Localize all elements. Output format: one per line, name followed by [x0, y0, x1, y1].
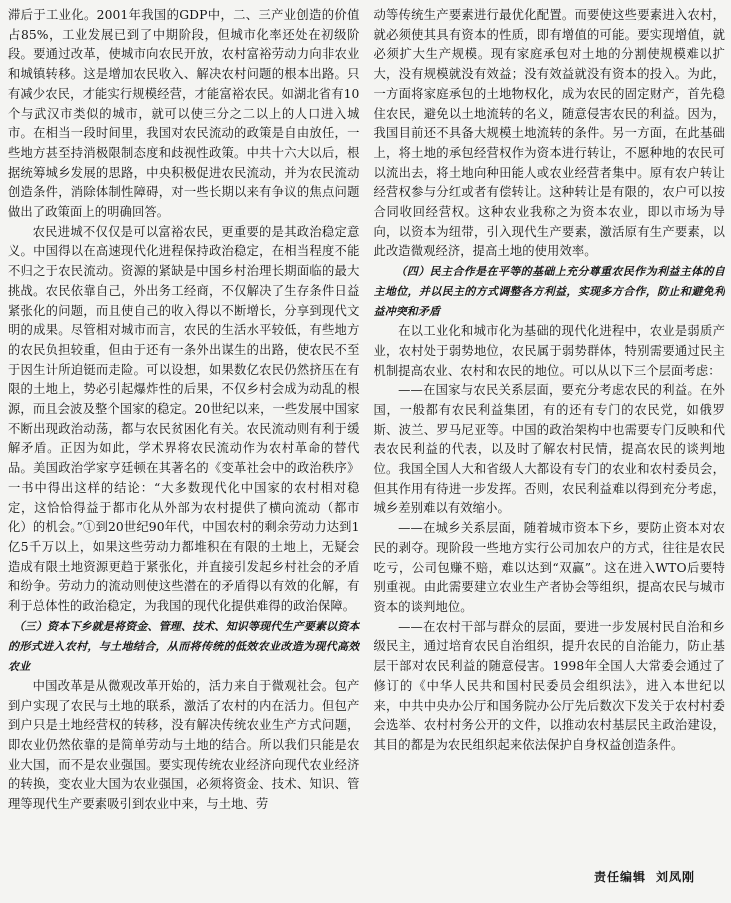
paragraph: ——在城乡关系层面，随着城市资本下乡，要防止资本对农民的剥夺。现阶段一些地方实行公司加农户的方式，往往是农民吃亏，公司包赚不赔，难以达到“双赢”。这在进入WTO后要特别重视。由此需要建立农业生产者协会等组织，提高农民与城市资本的谈判地位。: [373, 521, 725, 614]
paragraph: ——在农村干部与群众的层面，要进一步发展村民自治和乡级民主，通过培育农民自治组织，提升农民的自治能力，防止基层干部对农民利益的随意侵害。1998年全国人大常委会通过了修订的《中华人民共和国村民委员会组织法》，进入本世纪以来，中共中央办公厅和国务院办公厅先后数次下发关于农村村委会选举、农村村务公开的文件，以推动农村基层民主政治建设，其目的都是为农民组织起来依法保护自身权益创造条件。: [373, 619, 725, 752]
paragraph: 动等传统生产要素进行最优化配置。而要使这些要素进入农村，就必须使其具有资本的性质，即有增值的可能。要实现增值，就必须扩大生产规模。现有家庭承包对土地的分割使规模难以扩大，没有规模就没有效益；没有效益就没有资本的投入。为此，一方面将家庭承包的土地物权化，成为农民的固定财产，首先稳住农民，避免以土地流转的名义，随意侵害农民的利益。因为，我国目前还不具备大规模土地流转的条件。另一方面，在此基础上，将土地的承包经营权作为资本进行转让，不愿种地的农民可以流出去，将土地向种田能人或农业经营者集中。原有农户转让经营权参与分红或者有偿转让。这种转让是有限的，农户可以按合同收回经营权。这种农业我称之为资本农业，即以市场为导向，以资本为纽带，引入现代生产要素，激活原有生产要素，以此改造微观经济，提高土地的使用效率。: [373, 8, 725, 259]
section-heading: （三）资本下乡就是将资金、管理、技术、知识等现代生产要素以资本的形式进入农村，与土地结合，从而将传统的低效农业改造为现代高效农业: [8, 619, 360, 673]
editor-label: 责任编辑: [593, 870, 646, 884]
editor-name: 刘凤刚: [655, 870, 695, 884]
paragraph: 农民进城不仅仅是可以富裕农民，更重要的是其政治稳定意义。中国得以在高速现代化进程保持政治稳定，在相当程度不能不归之于农民流动。资源的紧缺是中国乡村治理长期面临的最大挑战。农民依靠自己，外出务工经商，不仅解决了生存条件日益紧张化的问题，而且使自己的收入得以不断增长，分享到现代文明的成果。尽管相对城市而言，农民的生活水平较低，有些地方的农民负担较重，但由于还有一条外出谋生的出路，使农民不至于因生计所迫铤而走险。可以设想，如果数亿农民仍然挤压在有限的土地上，势必引起爆炸性的后果，不仅乡村会成为动乱的根源，而且会波及整个国家的稳定。20世纪以来，一些发展中国家不断出现政治动荡，都与农民贫困化有关。农民流动则有利于缓解矛盾。正因为如此，学术界将农民流动作为农村革命的替代品。美国政治学家亨廷顿在其著名的《变革社会中的政治秩序》一书中得出这样的结论：“大多数现代化中国家的农村相对稳定，这恰恰得益于都市化从外部为农村提供了横向流动（都市化）的机会。”①到20世纪90年代，中国农村的剩余劳动力达到1亿5千万以上，如果这些劳动力都堆积在有限的土地上，无疑会造成有限土地资源更趋于紧张化，并直接引发起乡村社会的矛盾和纷争。劳动力的流动则使这些潜在的矛盾得以有效的化解，有利于总体性的政治稳定，为我国的现代化提供难得的政治保障。: [8, 224, 360, 614]
right-column: [374, 6, 726, 868]
paragraph: 在以工业化和城市化为基础的现代化进程中，农业是弱质产业，农村处于弱势地位，农民属于弱势群体，特别需要通过民主机制提高农业、农村和农民的地位。可以从以下三个层面考虑：: [373, 324, 725, 378]
editor-credit: [594, 868, 695, 885]
paragraph: 中国改革是从微观改革开始的，活力来自于微观社会。包产到户实现了农民与土地的联系，激活了农村的内在活力。但包产到户只是土地经营权的转移，没有解决传统农业生产方式问题，即农业仍然依靠的是简单劳动与土地的结合。所以我们只能是农业大国，而不是农业强国。要实现传统农业经济向现代农业经济的转换，变农业大国为农业强国，必须将资金、技术、知识、管理等现代生产要素吸引到农业中来，与土地、劳: [8, 678, 360, 812]
paragraph: ——在国家与农民关系层面，要充分考虑农民的利益。在外国，一般都有农民利益集团，有的还有专门的农民党，如俄罗斯、波兰、罗马尼亚等。中国的政治架构中也需要专门反映和代表农民利益的代表，以及时了解农村民情，提高农民的谈判地位。我国全国人大和省级人大都设有专门的农业和农村委员会，但其作用有待进一步发挥。否则，农民利益难以得到充分考虑，城乡差别难以有效缩小。: [373, 383, 725, 516]
article-body: [8, 6, 725, 868]
left-column: [8, 6, 360, 868]
section-heading: （四）民主合作是在平等的基础上充分尊重农民作为利益主体的自主地位，并以民主的方式调整各方利益，实现多方合作，防止和避免利益冲突和矛盾: [373, 265, 725, 319]
paragraph: 滞后于工业化。2001年我国的GDP中，二、三产业创造的价值占85%，工业发展已到了中期阶段，但城市化率还处在初级阶段。要通过改革，使城市向农民开放，农村富裕劳动力向非农业和城镇转移。这是增加农民收入、解决农村问题的根本出路。只有减少农民，才能实行规模经营，才能富裕农民。如湖北省有10个与武汉市类似的城市，就可以使三分之二以上的人口进入城市。在相当一段时间里，我国对农民流动的政策是自由放任，一些地方甚至持消极限制态度和歧视性政策。中共十六大以后，根据统筹城乡发展的思路，中央积极促进农民流动，并为农民流动创造条件，消除体制性障碍，对一些长期以来有争议的焦点问题做出了政策面上的明确回答。: [8, 8, 360, 220]
